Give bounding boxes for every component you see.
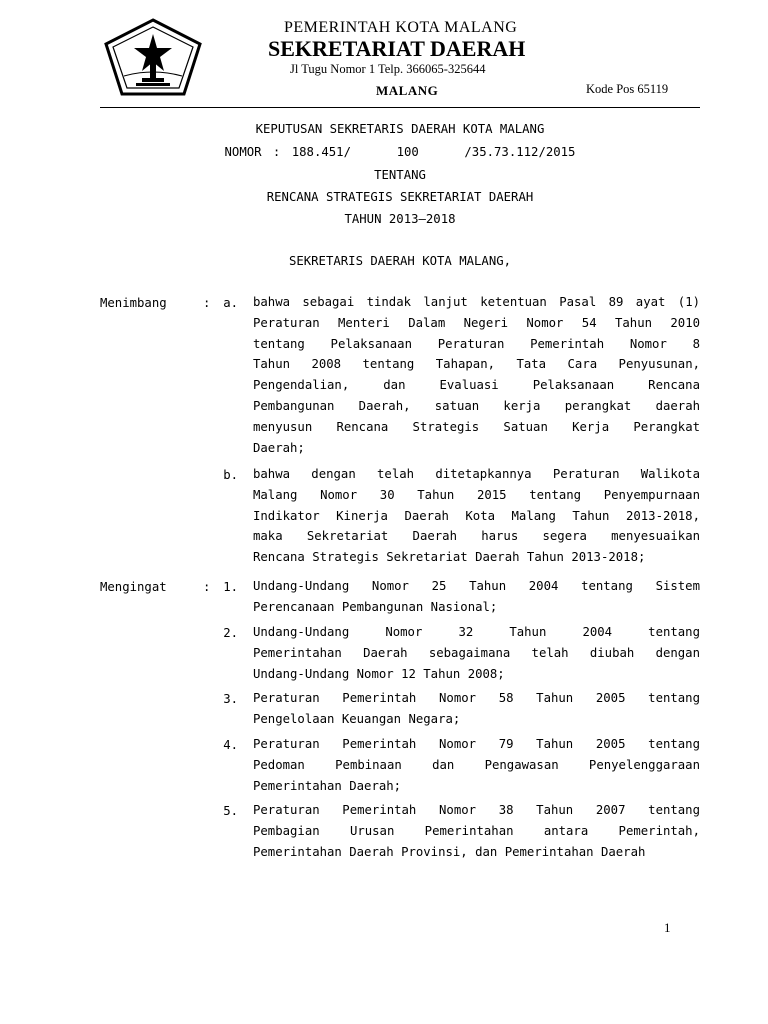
text-line: Malang Nomor 30 Tahun 2015 tentang Penyempurnaan bbox=[253, 487, 700, 502]
text-line: Tahun 2008 tentang Tahapan, Tata Cara Penyusunan, bbox=[253, 357, 700, 372]
issuer-line: SEKRETARIS DAERAH KOTA MALANG, bbox=[288, 254, 512, 268]
recalling-item-4 bbox=[253, 734, 700, 796]
text-line: Peraturan Menteri Dalam Negeri Nomor 54 Tahun 2010 bbox=[253, 315, 700, 330]
decree-about: TENTANG bbox=[374, 168, 426, 182]
recalling-item-3 bbox=[253, 688, 700, 730]
recalling-label: Mengingat bbox=[100, 580, 167, 594]
recalling-item-2 bbox=[253, 622, 700, 684]
text-line: Pemerintahan Daerah Provinsi, dan Pemerintahan Daerah bbox=[253, 844, 646, 859]
malang-city-emblem bbox=[104, 18, 202, 96]
text-line: bahwa dengan telah ditetapkannya Peraturan Walikota bbox=[253, 467, 700, 481]
text-line: Pembagian Urusan Pemerintahan antara Pemerintah, bbox=[253, 823, 700, 838]
considering-item-b bbox=[253, 464, 700, 568]
text-line: Indikator Kinerja Daerah Kota Malang Tahun 2013-2018, bbox=[253, 508, 700, 523]
page-number: 1 bbox=[664, 920, 671, 935]
text-line: menyusun Rencana Strategis Satuan Kerja Perangkat bbox=[253, 419, 700, 434]
recalling-item-1 bbox=[253, 576, 700, 618]
text-line: Peraturan Pemerintah Nomor 38 Tahun 2007 tentang bbox=[253, 803, 700, 817]
considering-marker-b: b. bbox=[223, 468, 238, 482]
text-line: Undang-Undang Nomor 25 Tahun 2004 tentang Sistem bbox=[253, 579, 700, 593]
text-line: Daerah; bbox=[253, 440, 305, 455]
text-line: Peraturan Pemerintah Nomor 79 Tahun 2005 tentang bbox=[253, 737, 700, 751]
considering-marker-a: a. bbox=[223, 296, 238, 310]
text-line: Undang-Undang Nomor 12 Tahun 2008; bbox=[253, 666, 505, 681]
text-line: maka Sekretariat Daerah harus segera menyesuaikan bbox=[253, 529, 700, 544]
recalling-marker-1: 1. bbox=[223, 580, 238, 594]
recalling-item-5 bbox=[253, 800, 700, 862]
text-line: tentang Pelaksanaan Peraturan Pemerintah Nomor 8 bbox=[253, 336, 700, 351]
recalling-marker-3: 3. bbox=[223, 692, 238, 706]
considering-item-a bbox=[253, 292, 700, 458]
text-line: Undang-Undang Nomor 32 Tahun 2004 tentang bbox=[253, 625, 700, 639]
decree-subject: RENCANA STRATEGIS SEKRETARIAT DAERAH bbox=[266, 190, 534, 204]
text-line: bahwa sebagai tindak lanjut ketentuan Pasal 89 ayat (1) bbox=[253, 295, 700, 309]
considering-colon: : bbox=[203, 296, 211, 310]
text-line: Rencana Strategis Sekretariat Daerah Tahun 2013-2018; bbox=[253, 550, 646, 565]
decree-number: NOMOR : 188.451/ 100 /35.73.112/2015 bbox=[224, 145, 576, 159]
letterhead-city: MALANG bbox=[376, 83, 439, 98]
decree-title: KEPUTUSAN SEKRETARIS DAERAH KOTA MALANG bbox=[255, 122, 545, 136]
recalling-colon: : bbox=[203, 580, 211, 594]
text-line: Pemerintahan Daerah sebagaimana telah diubah dengan bbox=[253, 645, 700, 660]
text-line: Pedoman Pembinaan dan Pengawasan Penyelenggaraan bbox=[253, 757, 700, 772]
letterhead-office: SEKRETARIAT DAERAH bbox=[268, 36, 526, 61]
recalling-marker-2: 2. bbox=[223, 626, 238, 640]
text-line: Pengendalian, dan Evaluasi Pelaksanaan Rencana bbox=[253, 378, 700, 393]
letterhead-postcode: Kode Pos 65119 bbox=[586, 82, 669, 96]
considering-label: Menimbang bbox=[100, 296, 167, 310]
decree-year: TAHUN 2013–2018 bbox=[344, 212, 456, 226]
text-line: Pembangunan Daerah, satuan kerja perangkat daerah bbox=[253, 398, 700, 413]
text-line: Pengelolaan Keuangan Negara; bbox=[253, 711, 461, 726]
letterhead-address: Jl Tugu Nomor 1 Telp. 366065-325644 bbox=[290, 62, 486, 76]
text-line: Peraturan Pemerintah Nomor 58 Tahun 2005 tentang bbox=[253, 691, 700, 705]
recalling-marker-5: 5. bbox=[223, 804, 238, 818]
letterhead-government: PEMERINTAH KOTA MALANG bbox=[284, 19, 518, 36]
text-line: Perencanaan Pembangunan Nasional; bbox=[253, 599, 498, 614]
text-line: Pemerintahan Daerah; bbox=[253, 778, 402, 793]
recalling-marker-4: 4. bbox=[223, 738, 238, 752]
letterhead-divider bbox=[100, 107, 700, 108]
